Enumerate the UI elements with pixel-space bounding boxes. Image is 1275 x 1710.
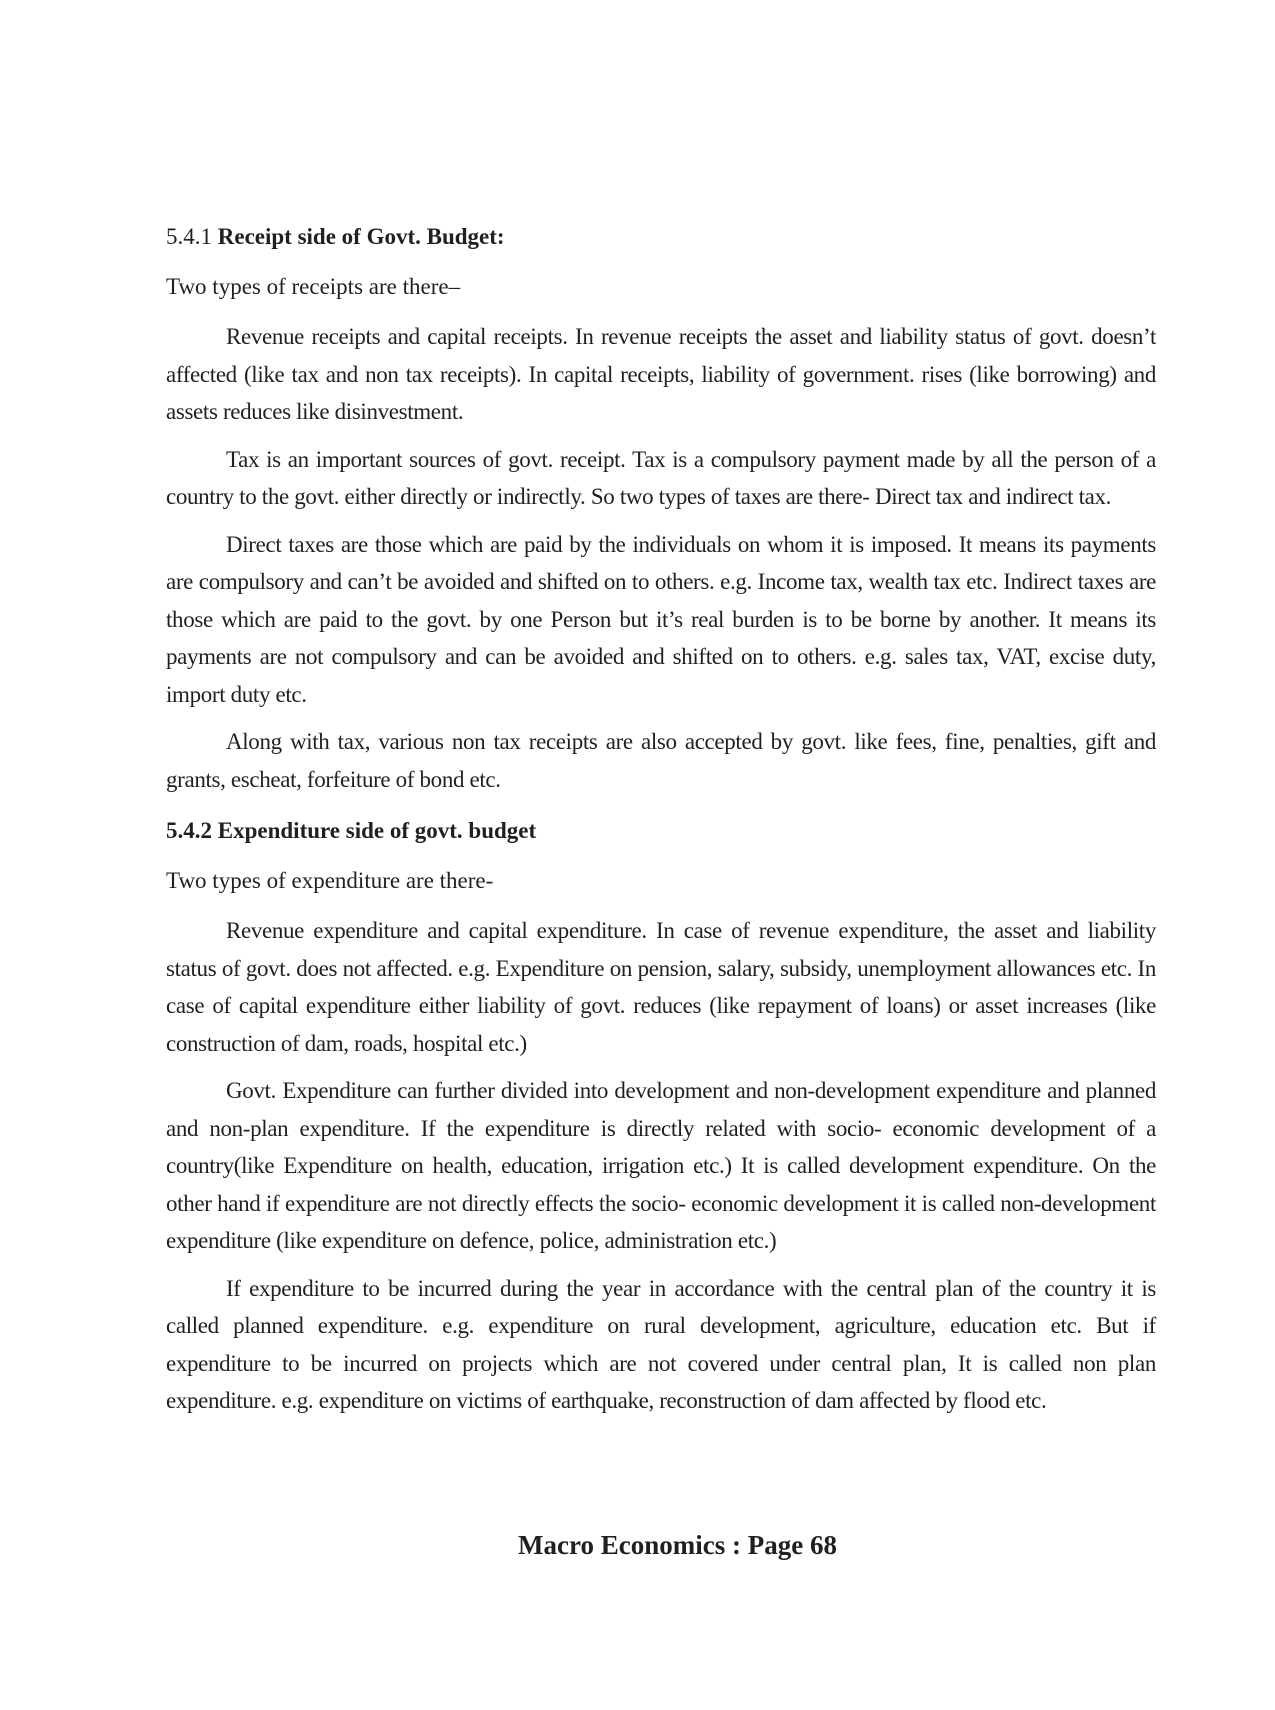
paragraph: Revenue expenditure and capital expenditure. In case of revenue expenditure, the asset and liability status of govt. does not affected. e.g. Expenditure on pension, salary, subsidy, unemployment allowances etc. In case of capital expenditure either liability of govt. reduces (like repayment of loans) or asset increases (like construction of dam, roads, hospital etc.) (166, 918, 1156, 1056)
section-number: 5.4.1 (166, 224, 212, 249)
section-heading-expenditure: 5.4.2 Expenditure side of govt. budget (166, 818, 537, 843)
paragraph: Tax is an important sources of govt. receipt. Tax is a compulsory payment made by all the person of a country to the govt. either directly or indirectly. So two types of taxes are there- Direct tax and indirect tax. (166, 446, 1156, 509)
page-body (166, 222, 1156, 1430)
paragraph: If expenditure to be incurred during the year in accordance with the central plan of the country it is called planned expenditure. e.g. expenditure on rural development, agriculture, education etc. But if expenditure to be incurred on projects which are not covered under central plan, It is called non plan expenditure. e.g. expenditure on victims of earthquake, reconstruction of dam affected by flood etc. (166, 1275, 1156, 1413)
section-heading-receipt (166, 222, 1156, 252)
paragraph: Along with tax, various non tax receipts are also accepted by govt. like fees, fine, penalties, gift and grants, escheat, forfeiture of bond etc. (166, 729, 1156, 792)
section-intro: Two types of expenditure are there- (166, 868, 494, 893)
section-intro: Two types of receipts are there– (166, 274, 461, 299)
paragraph: Direct taxes are those which are paid by the individuals on whom it is imposed. It means its payments are compulsory and can’t be avoided and shifted on to others. e.g. Income tax, wealth tax etc. Indirect taxes are those which are paid to the govt. by one Person but it’s real burden is to be borne by another. It means its payments are not compulsory and can be avoided and shifted on to others. e.g. sales tax, VAT, excise duty, import duty etc. (166, 531, 1156, 707)
paragraph: Revenue receipts and capital receipts. In revenue receipts the asset and liability status of govt. doesn’t affected (like tax and non tax receipts). In capital receipts, liability of government. rises (like borrowing) and assets reduces like disinvestment. (166, 324, 1156, 424)
section-title: Receipt side of Govt. Budget: (217, 224, 505, 249)
page-footer: Macro Economics : Page 68 (518, 1530, 837, 1560)
paragraph: Govt. Expenditure can further divided into development and non-development expenditure and planned and non-plan expenditure. If the expenditure is directly related with socio- economic development of a country(like Expenditure on health, education, irrigation etc.) It is called development expenditure. On the other hand if expenditure are not directly effects the socio- economic development it is called non-development expenditure (like expenditure on defence, police, administration etc.) (166, 1078, 1156, 1253)
